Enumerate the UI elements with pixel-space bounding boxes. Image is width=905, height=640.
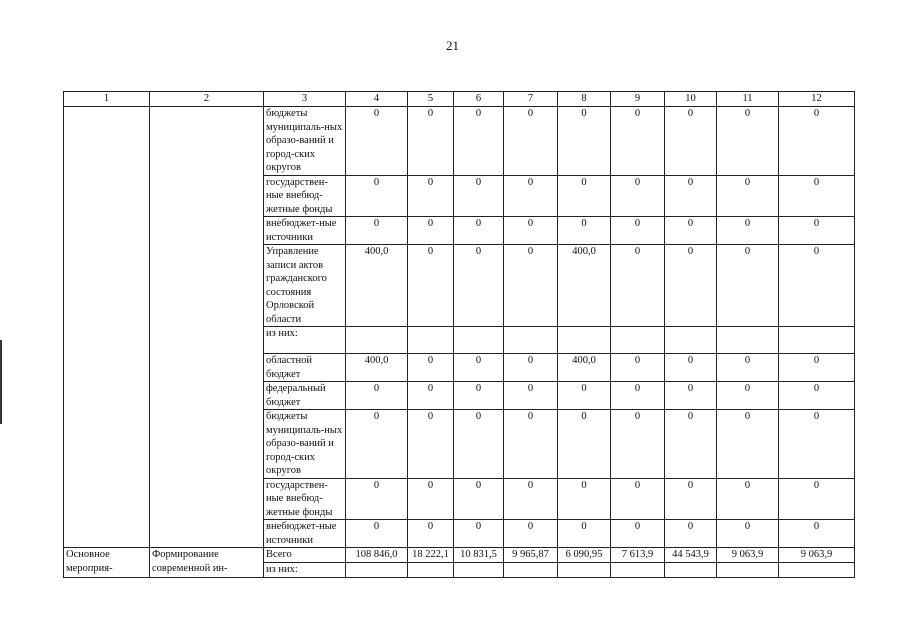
amount-cell: 0 bbox=[346, 175, 408, 217]
column-number: 4 bbox=[346, 92, 408, 107]
funding-source-label: областной бюджет bbox=[264, 354, 346, 382]
amount-cell: 0 bbox=[665, 478, 717, 520]
table-row bbox=[64, 107, 855, 176]
amount-cell: 0 bbox=[454, 410, 504, 479]
funding-source-label: государствен-ные внебюд-жетные фонды bbox=[264, 175, 346, 217]
amount-cell: 0 bbox=[504, 175, 558, 217]
amount-cell: 0 bbox=[346, 410, 408, 479]
funding-source-label: внебюджет-ные источники bbox=[264, 520, 346, 548]
amount-cell: 400,0 bbox=[558, 245, 611, 327]
funding-source-label: федеральный бюджет bbox=[264, 382, 346, 410]
amount-cell: 0 bbox=[611, 217, 665, 245]
amount-cell: 0 bbox=[779, 478, 855, 520]
amount-cell: 0 bbox=[717, 410, 779, 479]
amount-cell: 0 bbox=[611, 410, 665, 479]
amount-cell bbox=[558, 563, 611, 578]
amount-cell bbox=[779, 327, 855, 354]
column-number: 9 bbox=[611, 92, 665, 107]
amount-cell: 0 bbox=[346, 382, 408, 410]
amount-cell bbox=[408, 327, 454, 354]
amount-cell: 0 bbox=[665, 245, 717, 327]
table-row bbox=[64, 548, 855, 563]
amount-cell: 400,0 bbox=[346, 245, 408, 327]
main-activity-name: Формирование современной ин- bbox=[150, 548, 264, 578]
amount-cell: 0 bbox=[717, 354, 779, 382]
amount-cell: 9 063,9 bbox=[717, 548, 779, 563]
amount-cell: 0 bbox=[665, 175, 717, 217]
funding-source-label: бюджеты муниципаль-ных образо-ваний и город-ских округов bbox=[264, 107, 346, 176]
amount-cell: 0 bbox=[408, 478, 454, 520]
column-number: 6 bbox=[454, 92, 504, 107]
amount-cell: 0 bbox=[408, 245, 454, 327]
amount-cell bbox=[408, 563, 454, 578]
funding-source-label: Управление записи актов гражданского состояния Орловской области bbox=[264, 245, 346, 327]
amount-cell: 44 543,9 bbox=[665, 548, 717, 563]
amount-cell: 0 bbox=[558, 175, 611, 217]
column-number: 2 bbox=[150, 92, 264, 107]
amount-cell: 0 bbox=[504, 478, 558, 520]
amount-cell: 0 bbox=[504, 410, 558, 479]
amount-cell: 0 bbox=[408, 520, 454, 548]
amount-cell: 0 bbox=[717, 478, 779, 520]
amount-cell: 0 bbox=[611, 175, 665, 217]
column-numbers-row bbox=[64, 92, 855, 107]
amount-cell: 0 bbox=[717, 175, 779, 217]
column-number: 11 bbox=[717, 92, 779, 107]
amount-cell: 0 bbox=[665, 520, 717, 548]
amount-cell: 0 bbox=[779, 520, 855, 548]
amount-cell: 0 bbox=[717, 107, 779, 176]
page-number: 21 bbox=[446, 38, 459, 53]
amount-cell: 400,0 bbox=[346, 354, 408, 382]
amount-cell: 0 bbox=[346, 217, 408, 245]
budget-table bbox=[63, 91, 855, 578]
amount-cell: 0 bbox=[454, 478, 504, 520]
amount-cell: 0 bbox=[346, 478, 408, 520]
amount-cell bbox=[454, 327, 504, 354]
amount-cell: 0 bbox=[779, 410, 855, 479]
amount-cell: 400,0 bbox=[558, 354, 611, 382]
amount-cell: 0 bbox=[558, 217, 611, 245]
amount-cell: 0 bbox=[454, 175, 504, 217]
amount-cell: 9 965,87 bbox=[504, 548, 558, 563]
column-number: 5 bbox=[408, 92, 454, 107]
amount-cell: 0 bbox=[611, 354, 665, 382]
main-activity-title: Основное мероприя- bbox=[64, 548, 150, 578]
amount-cell: 0 bbox=[611, 520, 665, 548]
amount-cell: 0 bbox=[454, 245, 504, 327]
amount-cell bbox=[611, 327, 665, 354]
amount-cell: 0 bbox=[408, 175, 454, 217]
amount-cell: 0 bbox=[408, 382, 454, 410]
amount-cell bbox=[346, 327, 408, 354]
amount-cell: 0 bbox=[717, 520, 779, 548]
amount-cell: 0 bbox=[558, 520, 611, 548]
amount-cell: 0 bbox=[504, 382, 558, 410]
funding-source-label: внебюджет-ные источники bbox=[264, 217, 346, 245]
amount-cell: 0 bbox=[454, 217, 504, 245]
amount-cell: 0 bbox=[665, 217, 717, 245]
amount-cell bbox=[504, 563, 558, 578]
funding-source-label: Всего bbox=[264, 548, 346, 563]
amount-cell: 0 bbox=[665, 354, 717, 382]
amount-cell: 0 bbox=[717, 217, 779, 245]
amount-cell: 7 613,9 bbox=[611, 548, 665, 563]
amount-cell: 0 bbox=[454, 382, 504, 410]
amount-cell bbox=[611, 563, 665, 578]
amount-cell: 0 bbox=[665, 410, 717, 479]
amount-cell: 0 bbox=[717, 245, 779, 327]
column-number: 12 bbox=[779, 92, 855, 107]
amount-cell: 0 bbox=[454, 107, 504, 176]
amount-cell bbox=[504, 327, 558, 354]
amount-cell: 0 bbox=[408, 217, 454, 245]
amount-cell: 0 bbox=[454, 520, 504, 548]
amount-cell bbox=[665, 327, 717, 354]
amount-cell: 0 bbox=[558, 382, 611, 410]
funding-source-label: из них: bbox=[264, 327, 346, 354]
amount-cell: 0 bbox=[717, 382, 779, 410]
column-number: 1 bbox=[64, 92, 150, 107]
amount-cell: 108 846,0 bbox=[346, 548, 408, 563]
amount-cell: 0 bbox=[611, 107, 665, 176]
funding-source-label: государствен-ные внебюд-жетные фонды bbox=[264, 478, 346, 520]
amount-cell bbox=[665, 563, 717, 578]
amount-cell: 0 bbox=[665, 107, 717, 176]
amount-cell bbox=[779, 563, 855, 578]
amount-cell: 0 bbox=[408, 107, 454, 176]
amount-cell: 0 bbox=[611, 245, 665, 327]
amount-cell: 0 bbox=[779, 107, 855, 176]
amount-cell: 0 bbox=[408, 354, 454, 382]
budget-table-body bbox=[64, 92, 855, 578]
amount-cell: 0 bbox=[611, 478, 665, 520]
column-number: 7 bbox=[504, 92, 558, 107]
activity-cell bbox=[150, 107, 264, 548]
amount-cell: 0 bbox=[504, 520, 558, 548]
amount-cell: 10 831,5 bbox=[454, 548, 504, 563]
amount-cell: 0 bbox=[779, 217, 855, 245]
funding-source-label: из них: bbox=[264, 563, 346, 578]
amount-cell: 6 090,95 bbox=[558, 548, 611, 563]
column-number: 3 bbox=[264, 92, 346, 107]
amount-cell: 0 bbox=[408, 410, 454, 479]
binder-edge-mark bbox=[0, 340, 2, 424]
amount-cell: 0 bbox=[558, 107, 611, 176]
funding-source-label: бюджеты муниципаль-ных образо-ваний и город-ских округов bbox=[264, 410, 346, 479]
amount-cell: 0 bbox=[665, 382, 717, 410]
amount-cell: 0 bbox=[346, 107, 408, 176]
amount-cell: 0 bbox=[504, 245, 558, 327]
amount-cell: 0 bbox=[779, 382, 855, 410]
amount-cell: 0 bbox=[779, 175, 855, 217]
amount-cell bbox=[717, 563, 779, 578]
amount-cell: 18 222,1 bbox=[408, 548, 454, 563]
amount-cell bbox=[454, 563, 504, 578]
amount-cell: 0 bbox=[779, 245, 855, 327]
amount-cell: 0 bbox=[346, 520, 408, 548]
amount-cell: 0 bbox=[558, 478, 611, 520]
amount-cell: 9 063,9 bbox=[779, 548, 855, 563]
amount-cell: 0 bbox=[779, 354, 855, 382]
column-number: 8 bbox=[558, 92, 611, 107]
responsible-cell bbox=[64, 107, 150, 548]
amount-cell: 0 bbox=[454, 354, 504, 382]
amount-cell: 0 bbox=[504, 107, 558, 176]
column-number: 10 bbox=[665, 92, 717, 107]
amount-cell: 0 bbox=[558, 410, 611, 479]
amount-cell: 0 bbox=[504, 217, 558, 245]
amount-cell: 0 bbox=[611, 382, 665, 410]
amount-cell bbox=[717, 327, 779, 354]
amount-cell bbox=[558, 327, 611, 354]
amount-cell: 0 bbox=[504, 354, 558, 382]
amount-cell bbox=[346, 563, 408, 578]
